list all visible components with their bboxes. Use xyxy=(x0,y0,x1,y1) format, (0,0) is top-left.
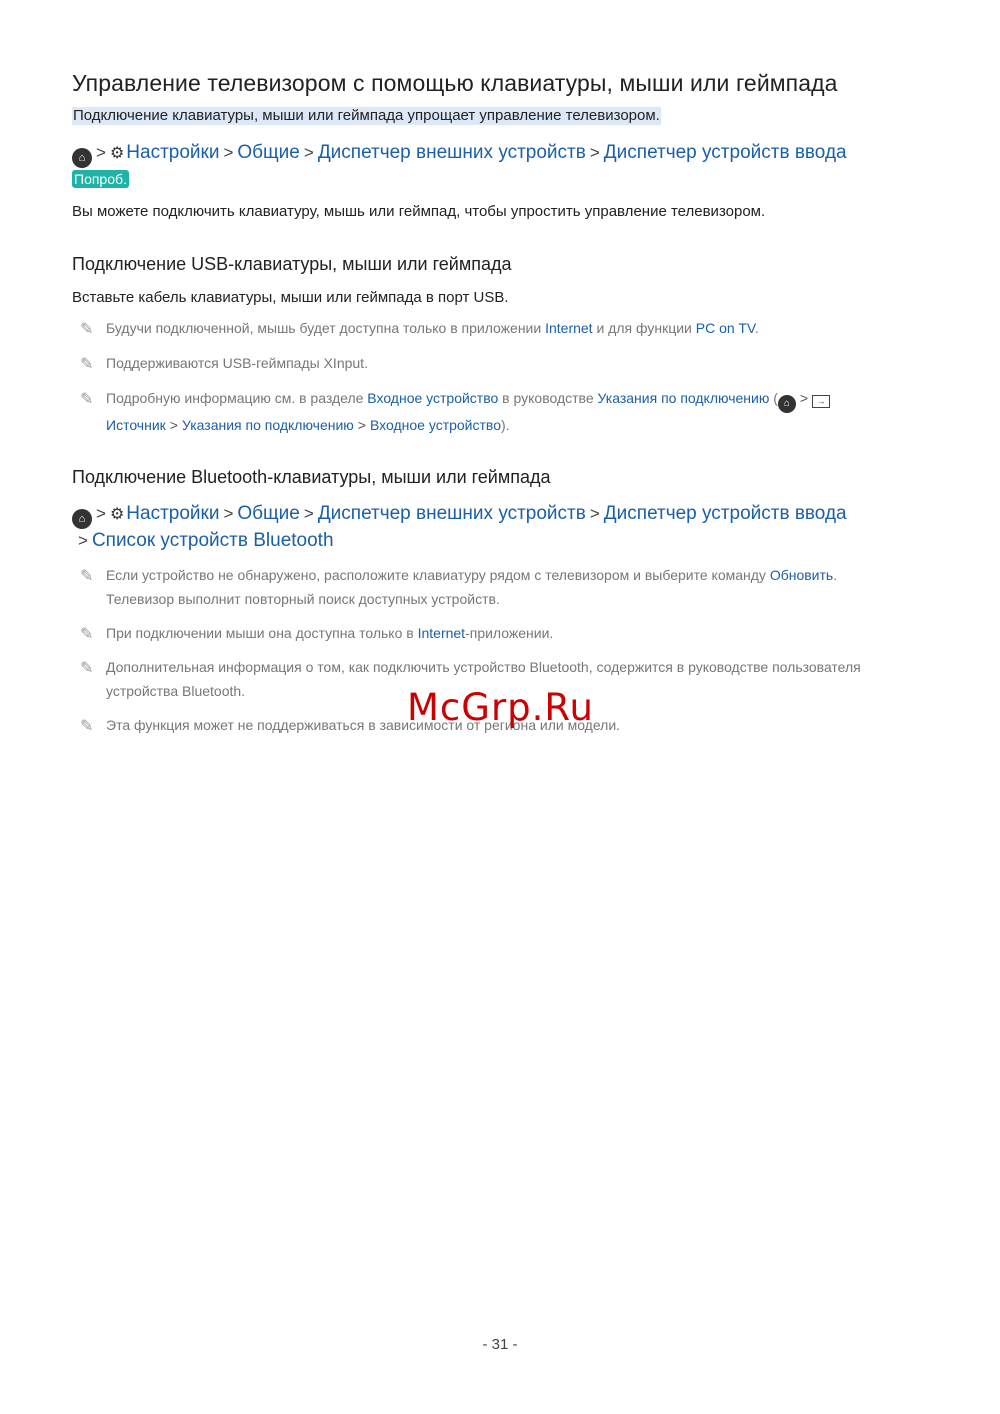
chevron-right-icon: > xyxy=(589,143,600,162)
chevron-right-icon: > xyxy=(303,504,314,523)
try-now-button[interactable]: Попроб. xyxy=(74,171,127,187)
bt-note-1 xyxy=(72,563,932,611)
menu-path xyxy=(72,141,932,168)
link-connection-guide[interactable]: Указания по подключению xyxy=(597,390,770,406)
pencil-icon: ✎ xyxy=(80,718,94,735)
usb-note-2 xyxy=(72,351,932,375)
chevron-right-icon: > xyxy=(96,143,106,162)
page-number: - 31 - xyxy=(482,1336,518,1353)
path-settings[interactable]: Настройки xyxy=(126,503,220,524)
note-text: в руководстве xyxy=(498,390,598,406)
page-content xyxy=(72,70,932,737)
chevron-right-icon: > xyxy=(78,531,88,550)
link-connection-guide-2[interactable]: Указания по подключению xyxy=(181,417,354,433)
intro-text: Вы можете подключить клавиатуру, мышь или геймпад, чтобы упростить управление телевизором. xyxy=(72,203,766,220)
bt-note-2 xyxy=(72,621,932,645)
path-general[interactable]: Общие xyxy=(237,503,300,524)
note-text: ( xyxy=(769,390,778,406)
note-text: Телевизор выполнит повторный поиск доступных устройств. xyxy=(106,591,500,607)
link-input-device[interactable]: Входное устройство xyxy=(367,390,499,406)
pencil-icon: ✎ xyxy=(80,626,94,643)
path-external-manager[interactable]: Диспетчер внешних устройств xyxy=(317,142,586,163)
path-input-manager[interactable]: Диспетчер устройств ввода xyxy=(603,503,847,524)
pencil-icon: ✎ xyxy=(80,356,94,373)
page-title: Управление телевизором с помощью клавиатуры, мыши или геймпада xyxy=(72,70,838,96)
chevron-right-icon: > xyxy=(223,143,234,162)
note-text: Эта функция может не поддерживаться в зависимости от региона или модели. xyxy=(106,717,621,733)
watermark: McGrp.Ru xyxy=(407,686,594,729)
note-text: Будучи подключенной, мышь будет доступна только в приложении xyxy=(106,320,546,336)
note-text: При подключении мыши она доступна только в xyxy=(106,625,418,641)
chevron-right-icon: > xyxy=(589,504,600,523)
link-refresh[interactable]: Обновить xyxy=(769,567,834,583)
note-text: Подробную информацию см. в разделе xyxy=(106,390,368,406)
path-external-manager[interactable]: Диспетчер внешних устройств xyxy=(317,503,586,524)
link-pc-on-tv[interactable]: PC on TV xyxy=(695,320,755,336)
pencil-icon: ✎ xyxy=(80,660,94,677)
home-icon[interactable]: ⌂ xyxy=(72,509,92,529)
note-text: ). xyxy=(500,417,510,433)
chevron-right-icon: > xyxy=(169,417,178,433)
usb-text: Вставьте кабель клавиатуры, мыши или геймпада в порт USB. xyxy=(72,289,509,306)
link-source[interactable]: Источник xyxy=(106,417,166,433)
chevron-right-icon: > xyxy=(799,390,809,406)
note-text: . xyxy=(754,320,759,336)
bt-heading: Подключение Bluetooth-клавиатуры, мыши или геймпада xyxy=(72,467,551,487)
chevron-right-icon: > xyxy=(96,504,106,523)
pencil-icon: ✎ xyxy=(80,321,94,338)
pencil-icon: ✎ xyxy=(80,391,94,408)
path-input-manager[interactable]: Диспетчер устройств ввода xyxy=(603,142,847,163)
path-bluetooth-list[interactable]: Список устройств Bluetooth xyxy=(91,530,334,551)
link-internet[interactable]: Internet xyxy=(417,625,466,641)
gear-icon: ⚙ xyxy=(109,506,125,523)
note-text: Дополнительная информация о том, как подключить устройство Bluetooth, содержится в руководстве пользователя устройства Bluetooth. xyxy=(106,659,861,699)
gear-icon: ⚙ xyxy=(109,145,125,162)
bt-menu-path xyxy=(72,502,932,553)
home-icon[interactable]: ⌂ xyxy=(72,148,92,168)
note-text: и для функции xyxy=(592,320,696,336)
page-subtitle: Подключение клавиатуры, мыши или геймпада упрощает управление телевизором. xyxy=(73,107,660,124)
link-internet[interactable]: Internet xyxy=(545,320,593,336)
note-text: Поддерживаются USB-геймпады XInput. xyxy=(106,355,368,371)
usb-note-1 xyxy=(72,316,932,340)
note-text: Если устройство не обнаружено, расположите клавиатуру рядом с телевизором и выберите команду xyxy=(106,567,770,583)
link-input-device-2[interactable]: Входное устройство xyxy=(369,417,501,433)
chevron-right-icon: > xyxy=(357,417,366,433)
chevron-right-icon: > xyxy=(303,143,314,162)
usb-heading: Подключение USB-клавиатуры, мыши или геймпада xyxy=(72,254,512,274)
note-text: . xyxy=(833,567,838,583)
path-general[interactable]: Общие xyxy=(237,142,300,163)
pencil-icon: ✎ xyxy=(80,568,94,585)
path-settings[interactable]: Настройки xyxy=(126,142,220,163)
chevron-right-icon: > xyxy=(223,504,234,523)
usb-note-3 xyxy=(72,386,932,437)
note-text: -приложении. xyxy=(465,625,554,641)
source-icon: → xyxy=(812,395,830,408)
home-icon[interactable]: ⌂ xyxy=(778,395,796,413)
